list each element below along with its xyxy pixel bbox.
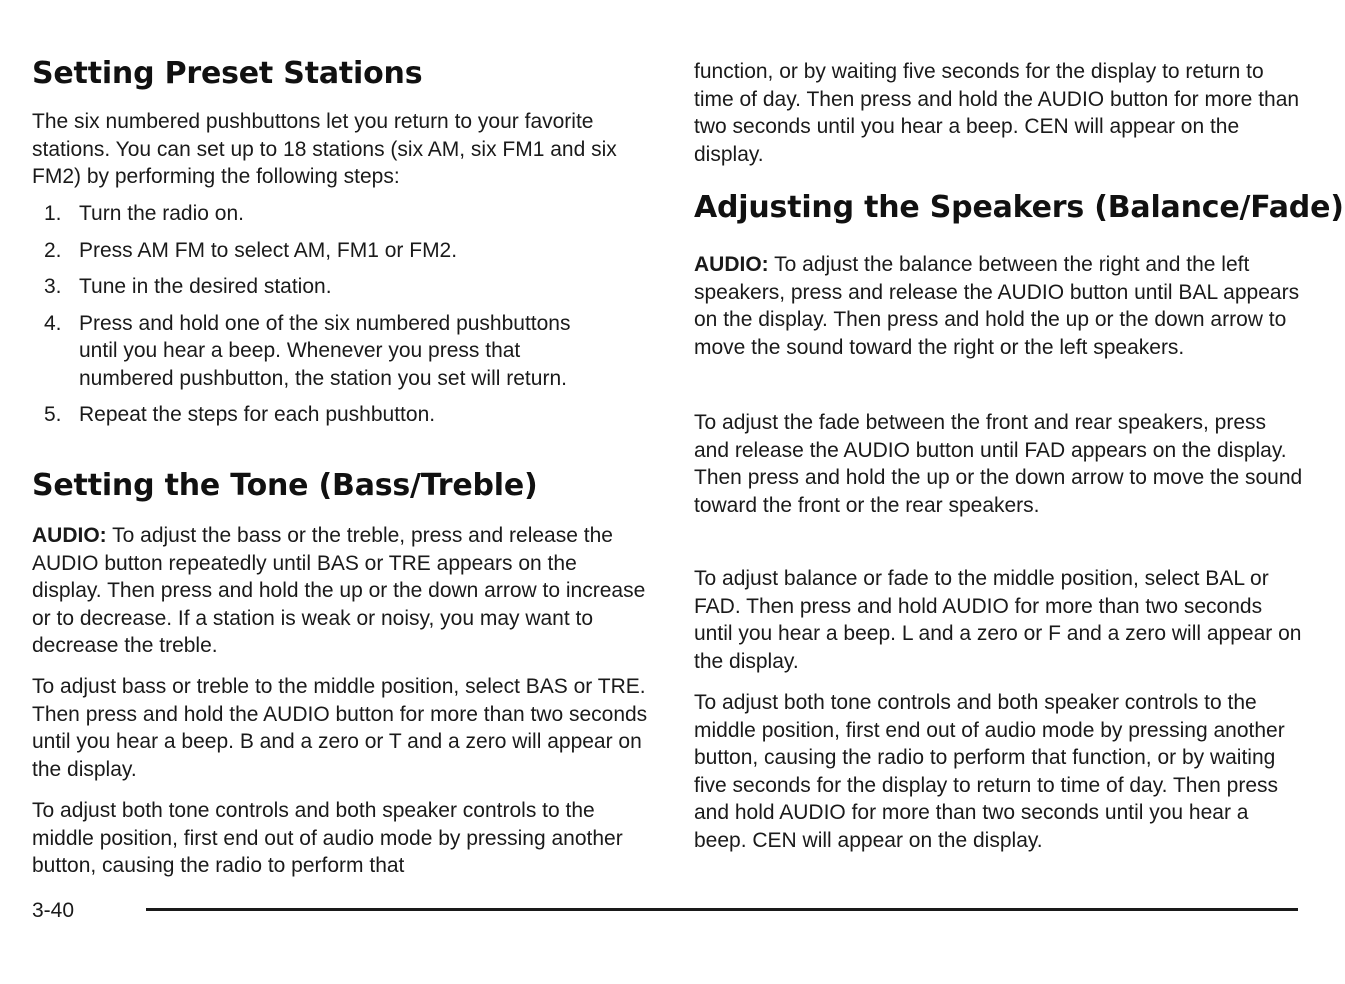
list-item — [32, 310, 652, 393]
heading-setting-preset-stations: Setting Preset Stations — [32, 56, 423, 91]
balance-fade-middle-paragraph: To adjust balance or fade to the middle position, select BAL or FAD. Then press and hold AUDIO for more than two seconds until you hear a beep. L and a zero or F and a zero will appear on the display. — [694, 567, 1302, 673]
list-item — [32, 200, 652, 228]
step-text: Turn the radio on. — [79, 202, 244, 225]
step-number: 1. — [44, 202, 62, 225]
step-text: Tune in the desired station. — [79, 275, 332, 298]
preset-steps-list — [32, 200, 652, 438]
tone-reset-paragraph: To adjust both tone controls and both speaker controls to the middle position, first end out of audio mode by pressing another button, causing the radio to perform that — [32, 799, 623, 877]
tone-audio-paragraph — [32, 522, 652, 660]
step-number: 5. — [44, 403, 62, 426]
preset-intro-paragraph: The six numbered pushbuttons let you return to your favorite stations. You can set up to 18 stations (six AM, six FM1 and six FM2) by performing the following steps: — [32, 110, 617, 188]
audio-lead-label: AUDIO: — [694, 253, 769, 276]
balance-audio-paragraph — [694, 251, 1306, 361]
step-number: 4. — [44, 311, 62, 335]
step-text: Repeat the steps for each pushbutton. — [79, 403, 436, 426]
list-item — [32, 273, 652, 301]
list-item — [32, 401, 652, 429]
list-item — [32, 237, 652, 265]
tone-audio-text: To adjust the bass or the treble, press and release the AUDIO button repeatedly until BAS or TRE appears on the display. Then press and hold the up or the down arrow to increase or to decrease. If a station is weak or noisy, you may want to decrease the treble. — [32, 524, 646, 657]
continued-paragraph: function, or by waiting five seconds for the display to return to time of day. Then press and hold the AUDIO button for more than two seconds until you hear a beep. CEN will appear on the display. — [694, 60, 1300, 166]
heading-adjusting-the-speakers: Adjusting the Speakers (Balance/Fade) — [694, 190, 1344, 225]
fade-paragraph: To adjust the fade between the front and rear speakers, press and release the AUDIO button until FAD appears on the display. Then press and hold the up or the down arrow to move the sound toward the front or the rear speakers. — [694, 411, 1303, 517]
heading-setting-the-tone: Setting the Tone (Bass/Treble) — [32, 468, 538, 503]
tone-middle-paragraph: To adjust bass or treble to the middle position, select BAS or TRE. Then press and hold the AUDIO button for more than two seconds until you hear a beep. B and a zero or T and a zero will appear on the display. — [32, 675, 648, 781]
page-number: 3-40 — [32, 899, 75, 922]
step-text: Press AM FM to select AM, FM1 or FM2. — [79, 238, 458, 262]
balance-audio-text: To adjust the balance between the right and the left speakers, press and release the AUDIO button until BAL appears on the display. Then press and hold the up or the down arrow to move the sound toward the right or the left speakers. — [694, 253, 1300, 359]
footer-divider — [146, 908, 1298, 911]
step-text: Press and hold one of the six numbered pushbuttons until you hear a beep. Whenever you press that numbered pushbutton, the station you set will return. — [79, 311, 571, 390]
step-number: 3. — [44, 275, 62, 298]
speaker-reset-paragraph: To adjust both tone controls and both speaker controls to the middle position, first end out of audio mode by pressing another button, causing the radio to perform that function, or by waiting five seconds for the display to return to time of day. Then press and hold AUDIO for more than two seconds until you hear a beep. CEN will appear on the display. — [694, 691, 1285, 852]
audio-lead-label: AUDIO: — [32, 524, 107, 547]
step-number: 2. — [44, 238, 62, 262]
